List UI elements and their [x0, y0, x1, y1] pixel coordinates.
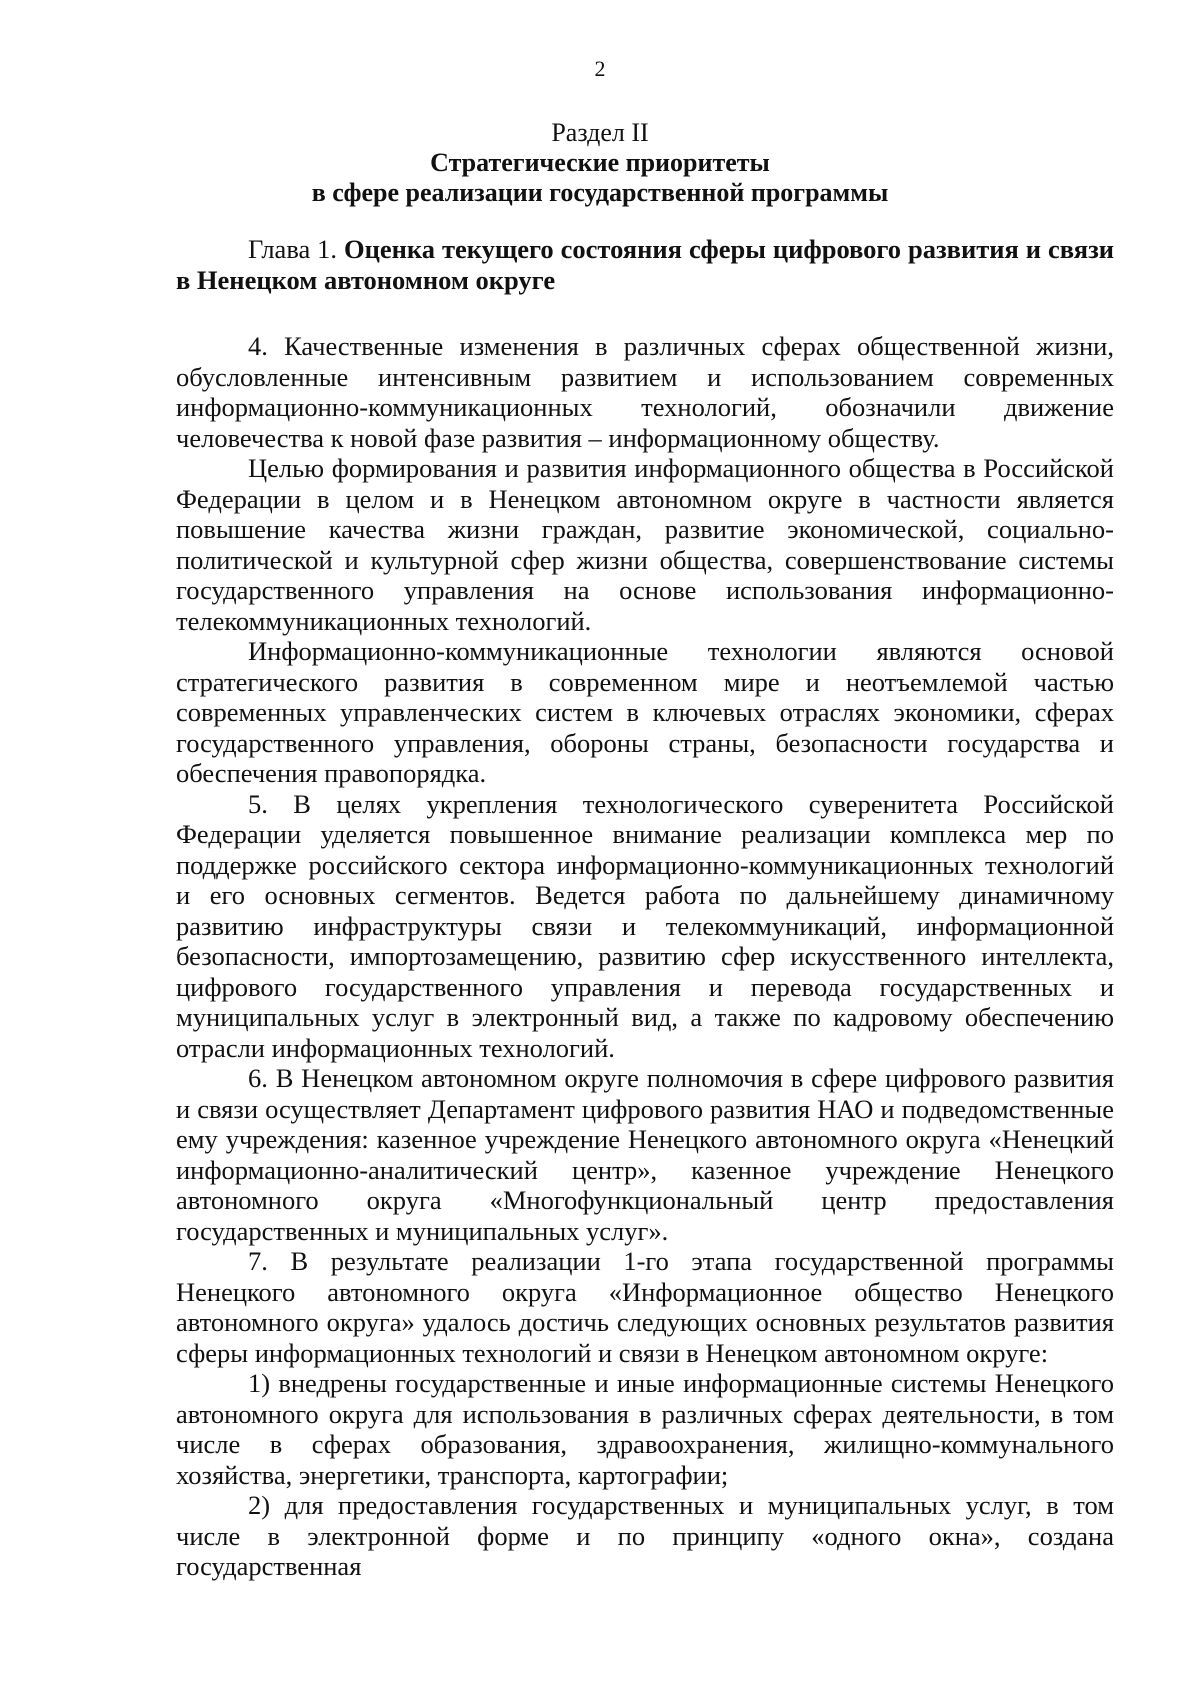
chapter-title: Оценка текущего состояния сферы цифрового развития и связи в Ненецком автономном округе [176, 234, 1114, 295]
paragraph-item-7: 7. В результате реализации 1-го этапа государственной программы Ненецкого автономного округа «Информационное общество Ненецкого автономного округа» удалось достичь следующих основных результатов развития сферы информационных технологий и связи в Ненецком автономном округе: [176, 1246, 1114, 1368]
section-heading [0, 118, 1200, 208]
paragraph-item-4: 4. Качественные изменения в различных сферах общественной жизни, обусловленные интенсивным развитием и использованием современных информационно-коммуникационных технологий, обозначили движение человечества к новой фазе развития – информационному обществу. [176, 331, 1114, 453]
paragraph-item-5: 5. В целях укрепления технологического суверенитета Российской Федерации уделяется повышенное внимание реализации комплекса мер по поддержке российского сектора информационно-коммуникационных технологий и его основных сегментов. Ведется работа по дальнейшему динамичному развитию инфраструктуры связи и телекоммуникаций, информационной безопасности, импортозамещению, развитию сфер искусственного интеллекта, цифрового государственного управления и перевода государственных и муниципальных услуг в электронный вид, а также по кадровому обеспечению отрасли информационных технологий. [176, 788, 1114, 1063]
section-title-line-1: Стратегические приоритеты [430, 148, 770, 177]
section-label: Раздел II [551, 118, 649, 147]
paragraph-subitem-2: 2) для предоставления государственных и муниципальных услуг, в том числе в электронной форме и по принципу «одного окна», создана государственная [176, 1490, 1114, 1581]
page-number: 2 [594, 56, 606, 81]
chapter-heading [176, 234, 1114, 295]
paragraph-subitem-1: 1) внедрены государственные и иные информационные системы Ненецкого автономного округа для использования в различных сферах деятельности, в том числе в сферах образования, здравоохранения, жилищно-коммунального хозяйства, энергетики, транспорта, картографии; [176, 1368, 1114, 1490]
paragraph-information-society-goal: Целью формирования и развития информационного общества в Российской Федерации в целом и в Ненецком автономном округе в частности является повышение качества жизни граждан, развитие экономической, социально-политической и культурной сфер жизни общества, совершенствование системы государственного управления на основе использования информационно-телекоммуникационных технологий. [176, 453, 1114, 636]
chapter-prefix: Глава 1. [248, 234, 345, 264]
paragraph-item-6: 6. В Ненецком автономном округе полномочия в сфере цифрового развития и связи осуществляет Департамент цифрового развития НАО и подведомственные ему учреждения: казенное учреждение Ненецкого автономного округа «Ненецкий информационно-аналитический центр», казенное учреждение Ненецкого автономного округа «Многофункциональный центр предоставления государственных и муниципальных услуг». [176, 1063, 1114, 1246]
section-title-line-2: в сфере реализации государственной программы [311, 178, 889, 207]
document-body [176, 234, 1114, 1582]
paragraph-ict-basis: Информационно-коммуникационные технологии являются основой стратегического развития в современном мире и неотъемлемой частью современных управленческих систем в ключевых отраслях экономики, сферах государственного управления, обороны страны, безопасности государства и обеспечения правопорядка. [176, 636, 1114, 788]
